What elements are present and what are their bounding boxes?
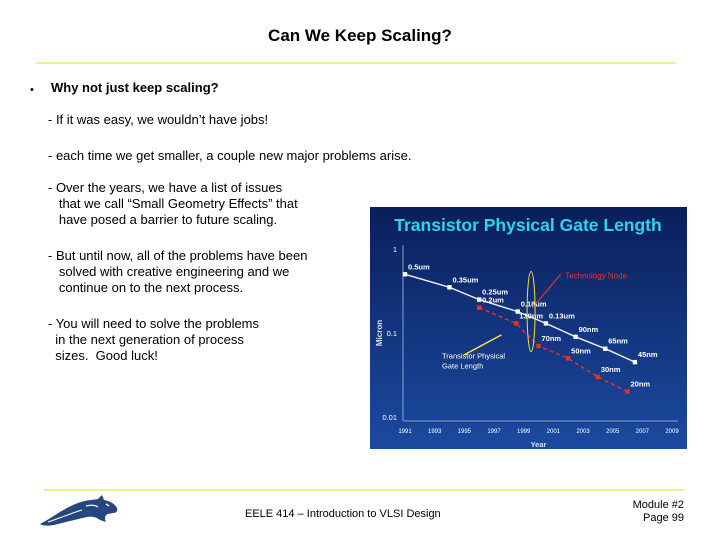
data-point — [477, 306, 481, 310]
subpoint-4: - But until now, all of the problems have been solved with creative engineering and we continue on to the next process. — [48, 248, 308, 295]
data-label: 90nm — [578, 324, 599, 334]
data-label: 65nm — [608, 336, 628, 346]
x-tick-label: 2007 — [635, 429, 650, 435]
subpoint-2: - each time we get smaller, a couple new major problems arise. — [48, 148, 412, 163]
x-tick-label: 1993 — [427, 429, 442, 435]
footer-divider — [44, 489, 684, 491]
data-point — [625, 390, 629, 394]
data-point — [477, 297, 481, 301]
chart-title: Transistor Physical Gate Length — [394, 215, 662, 235]
slide-title: Can We Keep Scaling? — [268, 26, 452, 45]
y-tick-label: 0.1 — [386, 329, 397, 338]
data-point — [596, 375, 600, 379]
gate-length-chart — [370, 207, 687, 449]
x-tick-label: 1991 — [398, 429, 412, 435]
subpoint-3: - Over the years, we have a list of issues that we call “Small Geometry Effects” that have posed a barrier to future scaling. — [48, 180, 298, 227]
x-tick-label: 2001 — [546, 429, 561, 435]
bobcat-logo-icon — [38, 494, 120, 530]
x-tick-label: 2003 — [576, 429, 590, 435]
x-tick-label: 1997 — [487, 429, 501, 435]
y-tick-label: 1 — [392, 245, 397, 254]
annotation-gate-length: Transistor Physical — [442, 351, 506, 361]
data-point — [566, 356, 570, 360]
x-tick-label: 1999 — [516, 429, 531, 435]
subpoint-1: - If it was easy, we wouldn’t have jobs! — [48, 112, 269, 127]
data-point — [447, 285, 451, 289]
data-point — [544, 321, 548, 325]
annotation-gate-length: Gate Length — [442, 361, 484, 371]
y-tick-label: 0.01 — [382, 413, 397, 422]
data-label: 0.25um — [482, 287, 509, 297]
data-label: 0.13um — [548, 311, 575, 321]
x-axis-label: Year — [530, 440, 547, 449]
footer-page: Page 99 — [643, 512, 684, 524]
footer-page-info — [600, 499, 684, 525]
footer-course: EELE 414 – Introduction to VLSI Design — [245, 508, 441, 520]
data-point — [514, 321, 518, 325]
data-label: 0.35um — [452, 275, 479, 285]
x-tick-label: 2009 — [665, 429, 679, 435]
footer-module: Module #2 — [632, 499, 684, 511]
x-tick-label: 1995 — [457, 429, 472, 435]
x-tick-label: 2005 — [605, 429, 620, 435]
bullet-marker: • — [30, 84, 34, 96]
data-label: 0.5um — [408, 262, 430, 272]
data-label: 20nm — [630, 379, 651, 389]
annotation-technology-node: Technology Node — [565, 271, 628, 281]
data-point — [403, 272, 407, 276]
bullet-heading: Why not just keep scaling? — [51, 80, 219, 95]
data-label: 50nm — [571, 346, 591, 356]
data-point — [603, 347, 607, 351]
chart-background — [370, 207, 687, 449]
data-point — [633, 360, 637, 364]
data-label: 45nm — [637, 350, 658, 360]
data-label: 130nm — [519, 311, 544, 321]
data-point — [536, 344, 540, 348]
subpoint-5: - You will need to solve the problems in the next generation of process sizes. Good luck! — [48, 316, 260, 363]
y-axis-label: Micron — [375, 319, 384, 347]
data-label: 0.2um — [482, 295, 504, 305]
data-label: 30nm — [600, 364, 621, 374]
data-label: 70nm — [541, 334, 562, 344]
data-point — [573, 335, 577, 339]
data-label: 0.18um — [520, 299, 547, 309]
title-divider — [36, 62, 676, 64]
